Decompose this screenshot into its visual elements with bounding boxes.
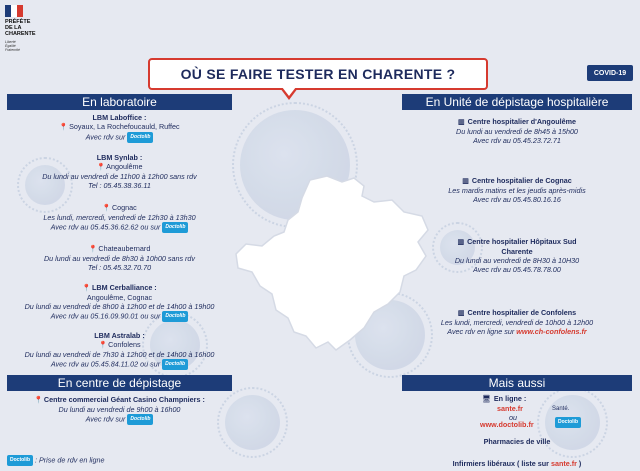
hospital-icon: ▥ [462,178,469,185]
doctolib-logo[interactable]: Doctolib [162,359,188,370]
lab-synlab-cognac: 📍Cognac Les lundi, mercredi, vendredi de 12h30 à 13h30 Avec rdv au 05.45.36.62.62 ou sur Doctolib [43,203,196,232]
doctolib-site-link[interactable]: www.doctolib.fr [480,420,534,429]
section-heading-centre: En centre de dépistage [7,375,232,391]
lab-synlab-chateaubernard: 📍Chateaubernard Du lundi au vendredi de 8h30 à 10h00 sans rdv Tel : 05.45.32.70.70 [43,244,196,272]
infirmiers-label: Infirmiers libéraux ( liste sur sante.fr ) [452,459,582,468]
map-pin-icon: 📍 [96,164,106,171]
section-heading-hospital: En Unité de dépistage hospitalière [402,94,632,110]
doctolib-logo: Doctolib [7,455,33,466]
hospital-icon: ▥ [458,119,465,126]
virus-decoration-icon [225,395,280,450]
doctolib-legend: Doctolib : Prise de rdv en ligne [7,455,105,466]
covid-badge: COVID-19 [587,65,633,81]
hospital-icon: ▥ [457,239,465,246]
section-heading-mais-aussi: Mais aussi [402,375,632,391]
centre-geant-casino: 📍Centre commercial Géant Casino Champniers : Du lundi au vendredi de 9h00 à 16h00 Avec rdv sur Doctolib [34,395,205,424]
ou-label: ou [509,413,517,422]
doctolib-logo[interactable]: Doctolib [555,417,581,428]
hospital-cognac: ▥ Centre hospitalier de Cognac Les mardis matins et les jeudis après-midis Avec rdv au 05.45.80.16.16 [448,176,586,204]
sante-logo: Santé. [552,406,570,412]
speech-tail-inner [282,87,296,96]
lab-astralab: LBM Astralab : 📍Confolens Du lundi au vendredi de 7h30 à 12h00 et de 14h00 à 16h00 Avec rdv au 05.45.84.11.02 ou sur Doctolib [24,331,215,369]
pharmacies-label: Pharmacies de ville [483,437,551,446]
en-ligne-label: 🖥 En ligne : [482,394,527,403]
french-flag-icon [5,5,23,17]
doctolib-logo-mais [555,417,581,428]
lab-synlab-angouleme: LBM Synlab : 📍Angoulême Du lundi au vendredi de 11h00 à 12h00 sans rdv Tel : 05.45.38.36.11 [42,153,197,190]
map-pin-icon: 📍 [102,205,111,212]
map-pin-icon: 📍 [82,285,91,292]
doctolib-logo[interactable]: Doctolib [127,132,153,143]
lab-laboffice: LBM Laboffice : 📍Soyaux, La Rochefoucauld, Ruffec Avec rdv sur Doctolib [59,113,180,142]
hospital-angouleme: ▥ Centre hospitalier d'Angoulême Du lundi au vendredi de 8h45 à 15h00 Avec rdv au 05.45.23.72.71 [456,117,578,145]
prefecture-logo [5,5,65,52]
infirmiers-sante-link[interactable]: sante.fr [550,459,577,468]
map-pin-icon: 📍 [98,342,108,349]
doctolib-logo[interactable]: Doctolib [162,222,188,233]
doctolib-logo[interactable]: Doctolib [162,311,188,322]
lab-cerballiance: 📍LBM Cerballiance : Angoulême, Cognac Du lundi au vendredi de 8h00 à 12h00 et de 14h00 à 19h00 Avec rdv au 05.16.09.90.01 ou sur Doctolib [24,283,215,321]
doctolib-logo[interactable]: Doctolib [127,414,153,425]
page-title-bubble [148,58,488,90]
page-title: OÙ SE FAIRE TESTER EN CHARENTE ? [180,66,456,82]
hospital-icon: ▥ [457,310,465,317]
sante-link[interactable]: sante.fr [497,404,523,413]
charente-department-shape [236,176,428,350]
map-pin-icon: 📍 [59,124,69,131]
map-pin-icon: 📍 [34,397,43,404]
ch-confolens-link[interactable]: www.ch-confolens.fr [516,327,587,336]
republic-motto: Liberté Égalité Fraternité [5,39,20,52]
section-heading-laboratoire: En laboratoire [7,94,232,110]
hospital-sud-charente: ▥ Centre hospitalier Hôpitaux Sud Charente Du lundi au vendredi de 8H30 à 10H30 Avec rdv au 05.45.78.78.00 [454,237,580,274]
prefecture-name: PRÉFÈTE DE LA CHARENTE [5,19,36,38]
computer-icon: 🖥 [482,396,491,403]
map-pin-icon: 📍 [88,246,98,253]
hospital-confolens: ▥ Centre hospitalier de Confolens Les lundi, mercredi, vendredi de 10h00 à 12h00 Avec rdv en ligne sur www.ch-confolens.fr [440,308,594,336]
